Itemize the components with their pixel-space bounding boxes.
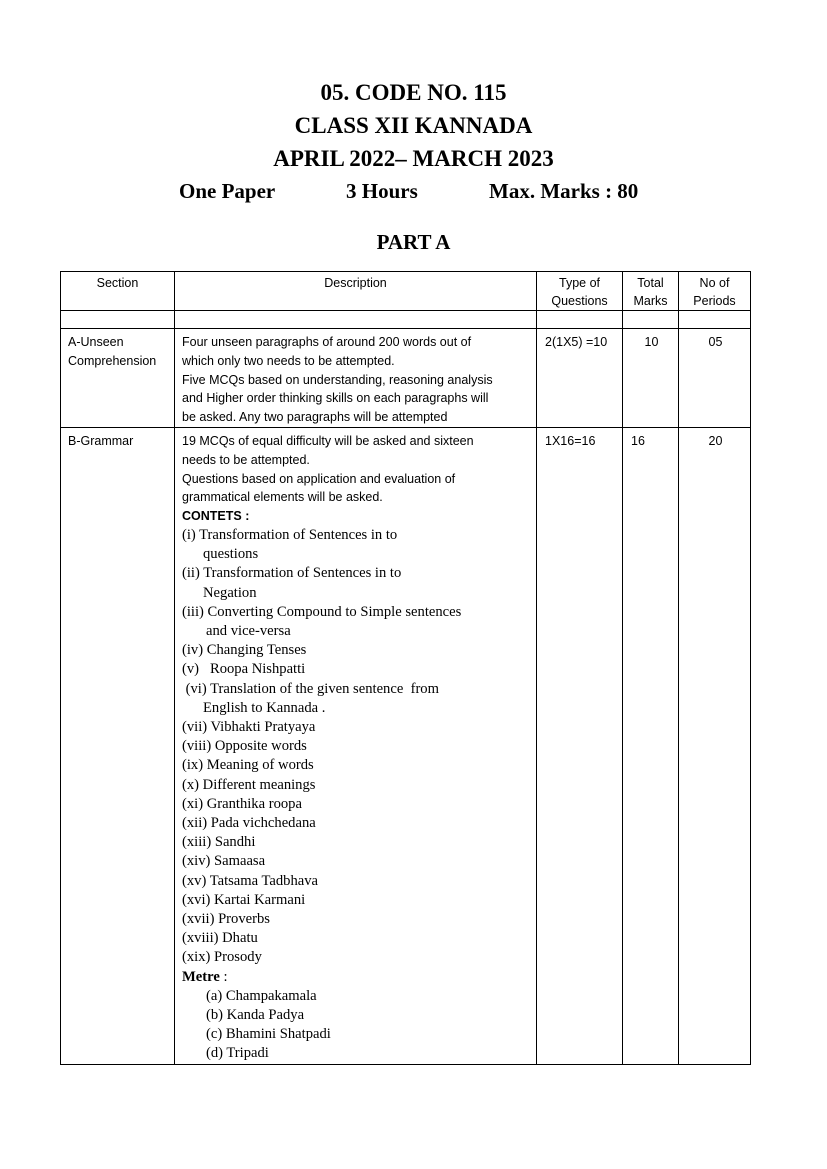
topic-item: (xv) Tatsama Tadbhava <box>182 872 319 889</box>
topic-item: and vice-versa <box>206 622 291 639</box>
topic-item: (xix) Prosody <box>182 949 262 966</box>
metre-item: (b) Kanda Padya <box>206 1007 305 1024</box>
grammar-topics <box>182 526 531 1064</box>
code-title: 05. CODE NO. 115 <box>320 80 507 105</box>
header-description: Description <box>175 272 537 311</box>
header-total: Total Marks <box>623 272 679 311</box>
part-heading: PART A <box>376 230 451 254</box>
topic-item: (iii) Converting Compound to Simple sentences <box>182 603 462 620</box>
section-unseen: A-Unseen Comprehension <box>61 329 175 428</box>
description-unseen: Four unseen paragraphs of around 200 words out of which only two needs to be attempted. Five MCQs based on understanding, reasoning analysis and Higher order thinking skills on each paragraphs will be asked. Any two paragraphs will be attempted <box>175 329 537 428</box>
paper-count: One Paper <box>179 179 276 203</box>
topic-item: (iv) Changing Tenses <box>182 642 307 659</box>
periods-unseen: 05 <box>679 329 751 428</box>
metre-item: (c) Bhamini Shatpadi <box>206 1026 331 1043</box>
header-section: Section <box>61 272 175 311</box>
header-periods: No of Periods <box>679 272 751 311</box>
type-grammar: 1X16=16 <box>537 427 623 1064</box>
topic-item: (ii) Transformation of Sentences in to <box>182 565 402 582</box>
periods-grammar: 20 <box>679 427 751 1064</box>
topic-item: (xii) Pada vichchedana <box>182 815 316 832</box>
description-grammar: 19 MCQs of equal difficulty will be asked and sixteen needs to be attempted. Questions based on application and evaluation of grammatical elements will be asked. CONTETS : (i) Transformation of Sentences in to questions (ii) Transformation of Sentences in to Negation (iii) Converting Compound to Simple sentences and vice-versa (iv) Changing Tenses (v) Roopa Nishpatti (vi) Translation of the given sentence from English to Kannada . (vii) Vibhakti Pratyaya (viii) Opposite words (ix) Meaning of words (x) Different meanings (xi) Granthika roopa (xii) Pada vichchedana (xiii) Sandhi (xiv) Samaasa (xv) Tatsama Tadbhava (xvi) Kartai Karmani (xvii) Proverbs (xviii) Dhatu (xix) Prosody Metre : (a) Champakamala (b) Kanda Padya (c) Bhamini Shatpadi (d) Tripadi <box>175 427 537 1064</box>
topic-item: (xvii) Proverbs <box>182 911 270 928</box>
header-type: Type of Questions <box>537 272 623 311</box>
topic-item: (v) Roopa Nishpatti <box>182 661 306 678</box>
metre-item: (d) Tripadi <box>206 1045 269 1062</box>
total-unseen: 10 <box>623 329 679 428</box>
topic-item: (xiii) Sandhi <box>182 834 256 851</box>
max-marks: Max. Marks : 80 <box>489 179 639 203</box>
topic-item: (viii) Opposite words <box>182 738 307 755</box>
topic-item: (xviii) Dhatu <box>182 930 258 947</box>
topic-item: English to Kannada . <box>203 699 326 716</box>
topic-item: (xvi) Kartai Karmani <box>182 891 306 908</box>
topic-item: (x) Different meanings <box>182 776 316 793</box>
class-title: CLASS XII KANNADA <box>294 113 533 138</box>
spacer-row <box>61 311 751 329</box>
period-title: APRIL 2022– MARCH 2023 <box>273 146 554 171</box>
topic-item: (vii) Vibhakti Pratyaya <box>182 719 316 735</box>
topic-item: (xiv) Samaasa <box>182 853 266 870</box>
metre-heading: Metre : <box>182 968 228 985</box>
topic-item: (ix) Meaning of words <box>182 757 314 774</box>
metre-item: (a) Champakamala <box>206 987 317 1004</box>
table-row-grammar <box>61 427 751 1064</box>
syllabus-table <box>60 271 751 1065</box>
topic-item: Negation <box>203 584 257 601</box>
topic-item: (i) Transformation of Sentences in to <box>182 526 398 543</box>
type-unseen: 2(1X5) =10 <box>537 329 623 428</box>
section-grammar: B-Grammar <box>61 427 175 1064</box>
total-grammar: 16 <box>623 427 679 1064</box>
topic-item: (vi) Translation of the given sentence from <box>182 680 439 697</box>
table-row-unseen <box>61 329 751 428</box>
table-header-row <box>61 272 751 311</box>
duration: 3 Hours <box>346 179 418 203</box>
contents-label: CONTETS : <box>182 509 250 524</box>
topic-item: (xi) Granthika roopa <box>182 795 302 812</box>
topic-item: questions <box>203 546 259 563</box>
